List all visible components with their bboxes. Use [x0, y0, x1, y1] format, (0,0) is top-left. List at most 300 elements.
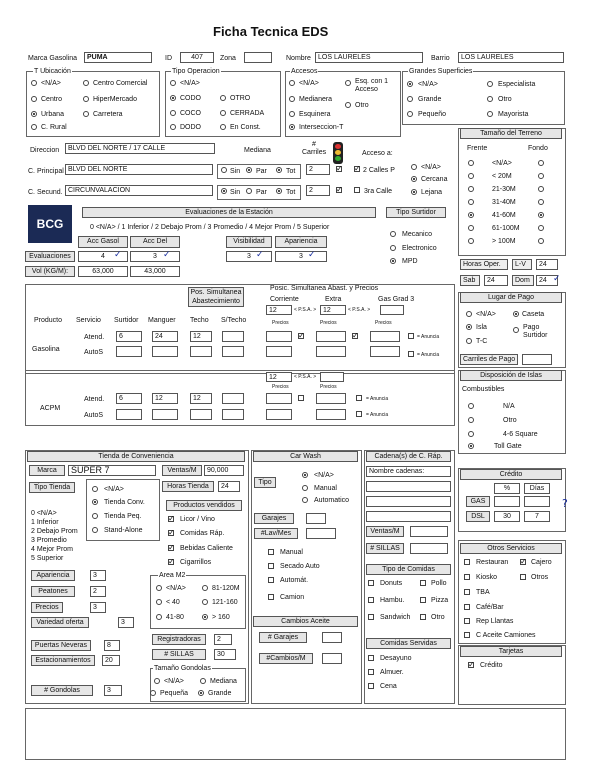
- horas-tienda-field[interactable]: 24: [218, 481, 240, 492]
- variedad-label: Variedad oferta: [31, 617, 89, 628]
- cw-auto-radio[interactable]: [302, 497, 308, 503]
- gas-precio-2[interactable]: [316, 331, 346, 342]
- peatones-field[interactable]: 2: [90, 586, 106, 597]
- acc-del-field[interactable]: 3: [130, 251, 180, 262]
- tienda-marca-field[interactable]: SUPER 7: [68, 465, 156, 476]
- area-label: Area M2: [159, 572, 186, 579]
- gs-na-radio[interactable]: [407, 81, 413, 87]
- gas-techo-field[interactable]: 12: [190, 331, 212, 342]
- gondolas-field[interactable]: 3: [104, 685, 122, 696]
- gond-mediana-radio[interactable]: [200, 678, 206, 684]
- frente-radio[interactable]: [468, 173, 474, 179]
- ubicacion-centro-label: Centro: [41, 96, 63, 103]
- aceite-garajes-field[interactable]: [322, 632, 342, 643]
- cw-manual-check-label: Manual: [280, 549, 303, 556]
- gas-autos-manguer-field[interactable]: [152, 346, 178, 357]
- gas-precio-5[interactable]: [316, 346, 346, 357]
- op-codo-radio[interactable]: [170, 95, 176, 101]
- apariencia-field[interactable]: 3: [275, 251, 327, 262]
- carriles-2-field[interactable]: 2: [306, 185, 330, 196]
- acc-gasol-field[interactable]: 4: [78, 251, 128, 262]
- acceso-na-radio[interactable]: [411, 164, 417, 170]
- acpm-precio-4[interactable]: [316, 409, 346, 420]
- gas-anuncia-check[interactable]: [408, 333, 414, 339]
- area-na-label: <N/A>: [166, 585, 186, 592]
- tarjeta-credito-check[interactable]: [468, 662, 474, 668]
- gas-precio-4[interactable]: [266, 346, 292, 357]
- acpm-surtidor-field[interactable]: 6: [116, 393, 142, 404]
- op-coco-radio[interactable]: [170, 110, 176, 116]
- pago-isla-radio[interactable]: [466, 324, 472, 330]
- aceite-camiones-check[interactable]: [464, 632, 470, 638]
- credito-dsl-pct[interactable]: 30: [494, 511, 520, 522]
- ubicacion-urbana-radio[interactable]: [31, 111, 37, 117]
- scale-5: 5 Superior: [31, 555, 64, 562]
- acc-interseccion-radio[interactable]: [289, 124, 295, 130]
- precios-label-2: Precios: [320, 320, 337, 326]
- fondo-radio[interactable]: [538, 173, 544, 179]
- fondo-label: Fondo: [528, 145, 548, 152]
- pollo-label: Pollo: [431, 580, 447, 587]
- op-cerrada-radio[interactable]: [220, 110, 226, 116]
- gasgrad-psa-field[interactable]: [380, 305, 404, 315]
- c-principal-field[interactable]: BLVD DEL NORTE: [65, 164, 213, 175]
- ubicacion-rural-radio[interactable]: [31, 124, 37, 130]
- gas-autos-label: AutoS: [84, 349, 104, 356]
- op-dodo-radio[interactable]: [170, 124, 176, 130]
- apariencia-field[interactable]: 3: [90, 570, 106, 581]
- aceite-camiones-label: C Aceite Camiones: [476, 632, 536, 639]
- ubicacion-carretera-radio[interactable]: [83, 111, 89, 117]
- fondo-radio[interactable]: [538, 238, 544, 244]
- zona-label: Zona: [220, 55, 236, 62]
- op-otro-radio[interactable]: [220, 95, 226, 101]
- acc-na-radio[interactable]: [289, 80, 295, 86]
- col-manguer: Manguer: [148, 317, 176, 324]
- car-wash-tipo-label: Tipo: [254, 477, 276, 488]
- precios-label: Precios: [31, 602, 63, 613]
- cafe-check[interactable]: [464, 604, 470, 610]
- kiosko-label: Kiosko: [476, 574, 498, 581]
- gs-pequeno-radio[interactable]: [407, 111, 413, 117]
- marca-field[interactable]: PUMA: [84, 52, 152, 63]
- frente-radio[interactable]: [468, 199, 474, 205]
- islas-tollgate-radio[interactable]: [468, 443, 474, 449]
- area-40-radio[interactable]: [156, 599, 162, 605]
- tienda-na-radio[interactable]: [92, 486, 98, 492]
- extra-psa-field[interactable]: 12: [320, 305, 346, 315]
- fondo-radio[interactable]: [538, 160, 544, 166]
- cadenas-sillas-field[interactable]: [410, 543, 448, 554]
- cajero-label: Cajero: [531, 559, 552, 566]
- gs-especialista-radio[interactable]: [487, 81, 493, 87]
- corriente-label: Corriente: [270, 296, 299, 303]
- surtidor-mpd-radio[interactable]: [390, 258, 396, 264]
- registradoras-field[interactable]: 2: [214, 634, 232, 645]
- c-principal-label: C. Principal: [28, 168, 64, 175]
- hambu-check[interactable]: [368, 597, 374, 603]
- ubicacion-na-radio[interactable]: [31, 80, 37, 86]
- gas-precio-3[interactable]: [370, 331, 400, 342]
- frente-radio[interactable]: [468, 160, 474, 166]
- acpm-autos-techo[interactable]: [190, 409, 212, 420]
- scale-4: 4 Mejor Prom: [31, 546, 74, 553]
- barrio-label: Barrio: [431, 55, 450, 62]
- cw-na-radio[interactable]: [302, 472, 308, 478]
- cw-secado-check[interactable]: [268, 563, 274, 569]
- tercera-calle-label: 3ra Calle: [364, 188, 393, 195]
- carriles-1-check[interactable]: [336, 166, 342, 172]
- variedad-field[interactable]: 3: [118, 617, 134, 628]
- tercera-calle-check[interactable]: [354, 187, 360, 193]
- tienda-sillas-label: # SILLAS: [152, 649, 206, 660]
- tamano-row-label: 21-30M: [492, 186, 516, 193]
- lv-field[interactable]: 24: [536, 259, 558, 270]
- op-na-label: <N/A>: [180, 80, 200, 87]
- evaluaciones-scale: 0 <N/A> / 1 Inferior / 2 Debajo Prom / 3 Promedio / 4 Mejor Prom / 5 Superior: [90, 224, 330, 231]
- tienda-na-label: <N/A>: [104, 486, 124, 493]
- cadenas-ventas-field[interactable]: [410, 526, 448, 537]
- gas-precio-2-check[interactable]: [352, 333, 358, 339]
- gas-atend-label: Atend.: [84, 334, 105, 341]
- cafe-label: Café/Bar: [476, 604, 504, 611]
- apariencia-header: Apariencia: [275, 236, 327, 248]
- cw-automat-check[interactable]: [268, 577, 274, 583]
- gas-manguer-field[interactable]: 24: [152, 331, 178, 342]
- sab-field[interactable]: 24: [484, 275, 508, 286]
- visibilidad-field[interactable]: 3: [226, 251, 272, 262]
- col-techo: Techo: [190, 317, 209, 324]
- puertas-field[interactable]: 8: [104, 640, 120, 651]
- acc-esq1-radio[interactable]: [345, 80, 351, 86]
- credito-dsl-dias[interactable]: 7: [524, 511, 550, 522]
- gs-mayorista-radio[interactable]: [487, 111, 493, 117]
- cajero-check[interactable]: [520, 559, 526, 565]
- area-na-radio[interactable]: [156, 585, 162, 591]
- frente-radio[interactable]: [468, 225, 474, 231]
- acpm-autos-surtidor[interactable]: [116, 409, 142, 420]
- cw-camion-label: Camion: [280, 594, 305, 601]
- otros-check[interactable]: [520, 574, 526, 580]
- ubicacion-hiper-radio[interactable]: [83, 96, 89, 102]
- frente-radio[interactable]: [468, 212, 474, 218]
- direccion-field[interactable]: BLVD DEL NORTE / 17 CALLE: [65, 143, 215, 154]
- credito-pct-header: %: [494, 483, 520, 494]
- med1-par-label: Par: [256, 168, 267, 175]
- acpm-psa-2-field[interactable]: [320, 372, 344, 382]
- llantas-check[interactable]: [464, 618, 470, 624]
- fondo-radio[interactable]: [538, 212, 544, 218]
- cw-manual-label: Manual: [314, 485, 337, 492]
- fondo-radio[interactable]: [538, 225, 544, 231]
- hambu-label: Hambu.: [380, 597, 405, 604]
- tienda-peq-radio[interactable]: [92, 513, 98, 519]
- notes-box[interactable]: [25, 708, 566, 760]
- gas-grad-label: Gas Grad 3: [378, 296, 415, 303]
- gas-precio-1-check[interactable]: [298, 333, 304, 339]
- tienda-ventas-field[interactable]: 90,000: [204, 465, 244, 476]
- tienda-conv-label: Tienda Conv.: [104, 499, 145, 506]
- handwritten-check-3: ✓: [256, 250, 264, 260]
- frente-radio[interactable]: [468, 186, 474, 192]
- cena-check[interactable]: [368, 683, 374, 689]
- tienda-title: Tienda de Conveniencia: [27, 451, 245, 462]
- acc-medianera-label: Medianera: [299, 96, 333, 103]
- acc-medianera-radio[interactable]: [289, 96, 295, 102]
- ubicacion-title: T Ubicación: [34, 68, 71, 75]
- combustibles-label: Combustibles: [462, 386, 505, 393]
- gas-anuncia-2-check[interactable]: [408, 351, 414, 357]
- id-field[interactable]: 407: [180, 52, 214, 63]
- peatones-label: Peatones: [31, 586, 75, 597]
- tipo-operacion-title: Tipo Operacion: [172, 68, 220, 75]
- gas-surtidor-field[interactable]: 6: [116, 331, 142, 342]
- acceso-lejana-radio[interactable]: [411, 189, 417, 195]
- fondo-radio[interactable]: [538, 199, 544, 205]
- islas-otro-label: Otro: [503, 417, 517, 424]
- gondolas-label: # Gondolas: [31, 685, 93, 696]
- pizza-check[interactable]: [420, 597, 426, 603]
- carriles-pago-field[interactable]: [522, 354, 552, 365]
- apariencia-label: Apariencia: [31, 570, 75, 581]
- gond-grande-radio[interactable]: [198, 690, 204, 696]
- pago-na-radio[interactable]: [466, 311, 472, 317]
- med1-tot-radio[interactable]: [276, 167, 282, 173]
- aceite-garajes-label: # Garajes: [259, 632, 307, 643]
- cw-secado-label: Secado Auto: [280, 563, 320, 570]
- islas-tollgate-label: Toll Gate: [494, 443, 522, 450]
- carriles-1-field[interactable]: 2: [306, 164, 330, 175]
- almuer-check[interactable]: [368, 669, 374, 675]
- acc-esquinera-radio[interactable]: [289, 111, 295, 117]
- gs-otro-radio[interactable]: [487, 96, 493, 102]
- acpm-precio-2[interactable]: [316, 393, 346, 404]
- med2-tot-radio[interactable]: [276, 188, 282, 194]
- grandes-superficies-title: Grandes Superficies: [409, 68, 473, 75]
- gond-na-radio[interactable]: [154, 678, 160, 684]
- acpm-manguer-field[interactable]: 12: [152, 393, 178, 404]
- surtidor-mpd-label: MPD: [402, 258, 418, 265]
- tienda-stand-radio[interactable]: [92, 527, 98, 533]
- area-81-radio[interactable]: [202, 585, 208, 591]
- carriles-2-check[interactable]: [336, 187, 342, 193]
- tipo-tienda-label: Tipo Tienda: [29, 482, 75, 493]
- med1-sin-radio[interactable]: [221, 167, 227, 173]
- op-cerrada-label: CERRADA: [230, 110, 265, 117]
- acpm-autos-manguer[interactable]: [152, 409, 178, 420]
- islas-na-radio[interactable]: [468, 403, 474, 409]
- ubicacion-centro-radio[interactable]: [31, 96, 37, 102]
- acpm-anuncia-2-label: = Anuncia: [366, 412, 389, 418]
- credito-gas-pct[interactable]: [494, 496, 520, 507]
- cw-manual-radio[interactable]: [302, 485, 308, 491]
- acpm-psa-field[interactable]: 12: [266, 372, 292, 382]
- credito-dsl-label: DSL: [466, 511, 490, 522]
- op-na-radio[interactable]: [170, 80, 176, 86]
- surtidor-electronico-label: Electronico: [402, 245, 437, 252]
- prod-cigarrillos-label: Cigarrillos: [180, 559, 212, 566]
- acc-na-label: <N/A>: [299, 80, 319, 87]
- sandwich-check[interactable]: [368, 614, 374, 620]
- precios-field[interactable]: 3: [90, 602, 106, 613]
- op-codo-label: CODO: [180, 95, 201, 102]
- area-40-label: < 40: [166, 599, 180, 606]
- prod-licor-check[interactable]: [168, 516, 174, 522]
- med1-par-radio[interactable]: [246, 167, 252, 173]
- lav-label: #Lav/Mes: [254, 528, 298, 539]
- carriles-label: # Carriles: [302, 141, 327, 156]
- area-121-label: 121-160: [212, 599, 238, 606]
- prod-cigarrillos-check[interactable]: [168, 559, 174, 565]
- op-const-radio[interactable]: [220, 124, 226, 130]
- acpm-psa-label: < P.S.A. >: [294, 374, 317, 380]
- vol-del-field[interactable]: 43,000: [130, 266, 180, 277]
- surtidor-mecanico-label: Mecanico: [402, 231, 432, 238]
- acpm-precio-3[interactable]: [266, 409, 292, 420]
- pago-surtidor-label: Pago Surtidor: [523, 324, 548, 339]
- ubicacion-cc-label: Centro Comercial: [93, 80, 148, 87]
- dom-field[interactable]: 24: [536, 275, 558, 286]
- pago-isla-label: Isla: [476, 324, 487, 331]
- lav-field[interactable]: [306, 528, 336, 539]
- estacionamientos-field[interactable]: 20: [102, 655, 120, 666]
- islas-section: [458, 370, 566, 454]
- gas-precio-6[interactable]: [370, 346, 400, 357]
- acpm-anuncia-check[interactable]: [356, 395, 362, 401]
- ubicacion-cc-radio[interactable]: [83, 80, 89, 86]
- islas-title: Disposición de Islas: [460, 370, 562, 381]
- tba-check[interactable]: [464, 589, 470, 595]
- gas-autos-stecho-field[interactable]: [222, 346, 244, 357]
- dos-calles-check[interactable]: [354, 166, 360, 172]
- op-coco-label: COCO: [180, 110, 201, 117]
- area-41-radio[interactable]: [156, 614, 162, 620]
- fondo-radio[interactable]: [538, 186, 544, 192]
- acpm-stecho-field[interactable]: [222, 393, 244, 404]
- islas-otro-radio[interactable]: [468, 417, 474, 423]
- evaluaciones-title: Evaluaciones de la Estación: [82, 207, 376, 218]
- credito-gas-dias[interactable]: [524, 496, 550, 507]
- cw-manual-check[interactable]: [268, 549, 274, 555]
- surtidor-electronico-radio[interactable]: [390, 245, 396, 251]
- acceso-lejana-label: Lejana: [421, 189, 443, 196]
- pago-caseta-radio[interactable]: [513, 311, 519, 317]
- garajes-field[interactable]: [306, 513, 326, 524]
- restauran-label: Restauran: [476, 559, 509, 566]
- surtidor-mecanico-radio[interactable]: [390, 231, 396, 237]
- gond-pequena-radio[interactable]: [150, 690, 156, 696]
- pago-tc-radio[interactable]: [466, 338, 472, 344]
- cadena-1-field[interactable]: [366, 481, 451, 492]
- registradoras-label: Registradoras: [152, 634, 206, 645]
- islas-square-radio[interactable]: [468, 431, 474, 437]
- tamano-row-label: 31-40M: [492, 199, 516, 206]
- gs-grande-radio[interactable]: [407, 96, 413, 102]
- gas-autos-surtidor-field[interactable]: [116, 346, 142, 357]
- acpm-anuncia-2-check[interactable]: [356, 411, 362, 417]
- pollo-check[interactable]: [420, 580, 426, 586]
- frente-radio[interactable]: [468, 238, 474, 244]
- acceso-cercana-radio[interactable]: [411, 176, 417, 182]
- gas-precio-1[interactable]: [266, 331, 292, 342]
- tienda-marca-label: Marca: [29, 465, 65, 476]
- aceite-cambios-field[interactable]: [322, 653, 342, 664]
- med2-par-radio[interactable]: [246, 188, 252, 194]
- handwritten-question: ?: [562, 497, 568, 510]
- tienda-sillas-field[interactable]: 30: [214, 649, 236, 660]
- barrio-field[interactable]: LOS LAURELES: [458, 52, 564, 63]
- zona-field[interactable]: [244, 52, 272, 63]
- corriente-psa-field[interactable]: 12: [266, 305, 292, 315]
- cadena-2-field[interactable]: [366, 496, 451, 507]
- prod-bebidas-check[interactable]: [168, 545, 174, 551]
- area-160-radio[interactable]: [202, 614, 208, 620]
- cw-camion-check[interactable]: [268, 594, 274, 600]
- credito-dias-header: Días: [524, 483, 550, 494]
- gs-grande-label: Grande: [418, 96, 442, 103]
- extra-label: Extra: [325, 296, 342, 303]
- ubicacion-na-label: <N/A>: [41, 80, 61, 87]
- restauran-check[interactable]: [464, 559, 470, 565]
- page-title: Ficha Tecnica EDS: [213, 24, 329, 39]
- prod-comidas-check[interactable]: [168, 530, 174, 536]
- acpm-techo-field[interactable]: 12: [190, 393, 212, 404]
- otro-comida-check[interactable]: [420, 614, 426, 620]
- med2-tot-label: Tot: [286, 189, 296, 196]
- gas-autos-techo-field[interactable]: [190, 346, 212, 357]
- vol-gasol-field[interactable]: 63,000: [78, 266, 128, 277]
- gas-stecho-field[interactable]: [222, 331, 244, 342]
- otros-label: Otros: [531, 574, 549, 581]
- islas-square-label: 4-6 Square: [503, 431, 538, 438]
- c-secund-field[interactable]: CIRCUNVALACION: [65, 185, 213, 196]
- tam-gondolas-label: Tamaño Gondolas: [154, 665, 211, 672]
- tienda-stand-label: Stand-Alone: [104, 527, 143, 534]
- desayuno-check[interactable]: [368, 655, 374, 661]
- precios-label-3: Precios: [375, 320, 392, 326]
- cadena-3-field[interactable]: [366, 511, 451, 522]
- acpm-autos-stecho[interactable]: [222, 409, 244, 420]
- marca-label: Marca Gasolina: [28, 55, 78, 62]
- col-servicio: Servicio: [76, 317, 101, 324]
- pizza-label: Pizza: [431, 597, 449, 604]
- acc-otro-label: Otro: [355, 102, 369, 109]
- med2-sin-radio[interactable]: [221, 188, 227, 194]
- donuts-check[interactable]: [368, 580, 374, 586]
- nombre-cadenas-label: Nombre cadenas:: [366, 466, 451, 477]
- frente-label: Frente: [467, 145, 488, 152]
- credito-title: Crédito: [460, 469, 562, 480]
- gond-grande-label: Grande: [208, 690, 232, 697]
- acc-otro-radio[interactable]: [345, 102, 351, 108]
- tarjeta-credito-label: Crédito: [480, 662, 503, 669]
- acpm-precio-1-check[interactable]: [298, 395, 304, 401]
- handwritten-check-5: ✓: [553, 274, 561, 284]
- area-121-radio[interactable]: [202, 599, 208, 605]
- pago-surtidor-radio[interactable]: [513, 327, 519, 333]
- scale-2: 2 Debajo Prom: [31, 528, 78, 535]
- med1-sin-label: Sin: [230, 168, 241, 175]
- kiosko-check[interactable]: [464, 574, 470, 580]
- nombre-field[interactable]: LOS LAURELES: [315, 52, 423, 63]
- direccion-label: Direccion: [30, 147, 60, 154]
- visibilidad-header: Visibilidad: [226, 236, 272, 248]
- cw-auto-label: Automatico: [314, 497, 350, 504]
- acpm-precio-1[interactable]: [266, 393, 292, 404]
- cw-automat-label: Automát.: [280, 577, 309, 584]
- tienda-conv-radio[interactable]: [92, 499, 98, 505]
- med2-par-label: Par: [256, 189, 267, 196]
